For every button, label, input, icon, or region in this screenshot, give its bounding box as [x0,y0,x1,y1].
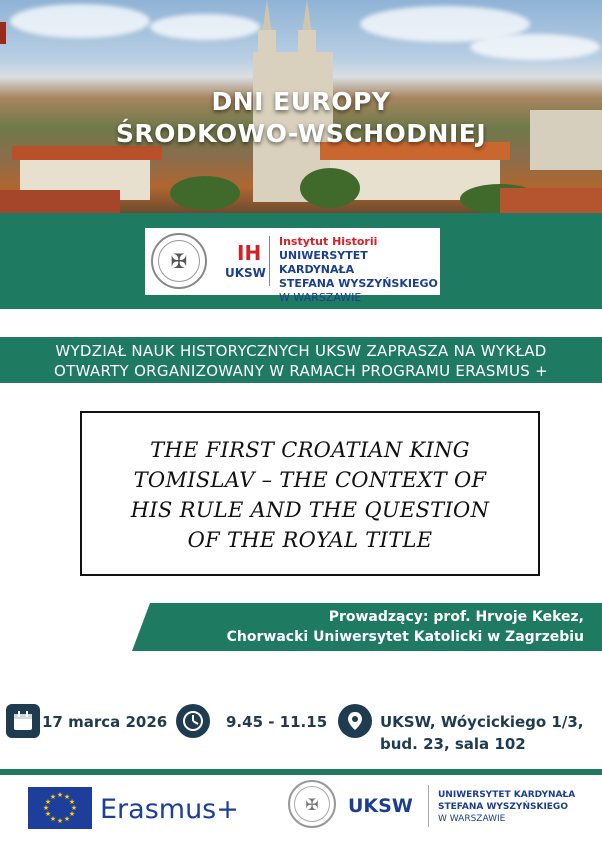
eu-flag-icon [28,787,92,829]
institute-name-line3: STEFANA WYSZYŃSKIEGO [279,277,438,290]
svg-text:★: ★ [44,810,52,818]
lecture-title-line1: THE FIRST CROATIAN KING [150,438,470,462]
footer-university-name [438,789,575,825]
svg-text:★: ★ [49,793,57,801]
invitation-banner [0,337,602,383]
svg-text:★: ★ [56,817,64,825]
lecturer-info [140,607,584,647]
hero-title-line1: DNI EUROPY [211,87,391,116]
invitation-line2: OTWARTY ORGANIZOWANY W RAMACH PROGRAMU ERASMUS + [54,362,548,380]
footer-divider [0,769,602,775]
lecture-title-line3: HIS RULE AND THE QUESTION [130,498,490,522]
lecture-title [82,435,538,555]
footer-name-line3: W WARSZAWIE [438,814,506,824]
svg-text:★: ★ [63,815,71,823]
footer-name-line1: UNIWERSYTET KARDYNAŁA [438,790,576,800]
location-line2: bud. 23, sala 102 [380,735,526,753]
location-pin-icon [338,704,372,738]
svg-text:★: ★ [49,815,57,823]
institute-name [279,235,440,305]
lecturer-line2: Chorwacki Uniwersytet Katolicki w Zagrzebiu [226,629,584,645]
svg-text:★: ★ [44,798,52,806]
calendar-icon [6,704,40,738]
invitation-line1: WYDZIAŁ NAUK HISTORYCZNYCH UKSW ZAPRASZA NA WYKŁAD [55,342,547,360]
corner-mark [0,22,6,44]
hero-title-line2: ŚRODKOWO-WSCHODNIEJ [115,119,487,148]
institute-logo [145,228,440,304]
institute-name-line4: W WARSZAWIE [279,291,362,304]
lecture-title-box [80,411,540,576]
uksw-footer-seal-icon: ✠ [288,780,336,828]
logo-divider [269,236,270,286]
ih-logo-text: IH [237,241,262,265]
event-series-title [0,86,602,150]
svg-text:★: ★ [56,791,64,799]
lecture-title-line4: OF THE ROYAL TITLE [187,528,433,552]
institute-name-line2: UNIWERSYTET KARDYNAŁA [279,249,368,276]
svg-text:★: ★ [63,793,71,801]
event-location [380,711,583,755]
erasmus-logo: Erasmus+ [100,794,239,825]
svg-text:★: ★ [68,798,76,806]
footer-name-line2: STEFANA WYSZYŃSKIEGO [438,802,568,812]
location-line1: UKSW, Wóycickiego 1/3, [380,713,584,731]
clock-icon [176,704,210,738]
uksw-logo-text: UKSW [225,266,266,280]
lecture-title-line2: TOMISLAV – THE CONTEXT OF [133,468,487,492]
uksw-footer-logo: UKSW [348,795,413,817]
event-time: 9.45 - 11.15 [226,713,328,731]
uksw-seal-icon: ✠ [151,233,207,289]
institute-name-line1: Instytut Historii [279,235,378,248]
svg-text:★: ★ [68,810,76,818]
svg-text:★: ★ [70,804,78,812]
svg-text:★: ★ [42,804,50,812]
event-date: 17 marca 2026 [42,713,168,731]
footer-logo-divider [428,785,429,827]
lecturer-line1: Prowadzący: prof. Hrvoje Kekez, [328,609,584,625]
